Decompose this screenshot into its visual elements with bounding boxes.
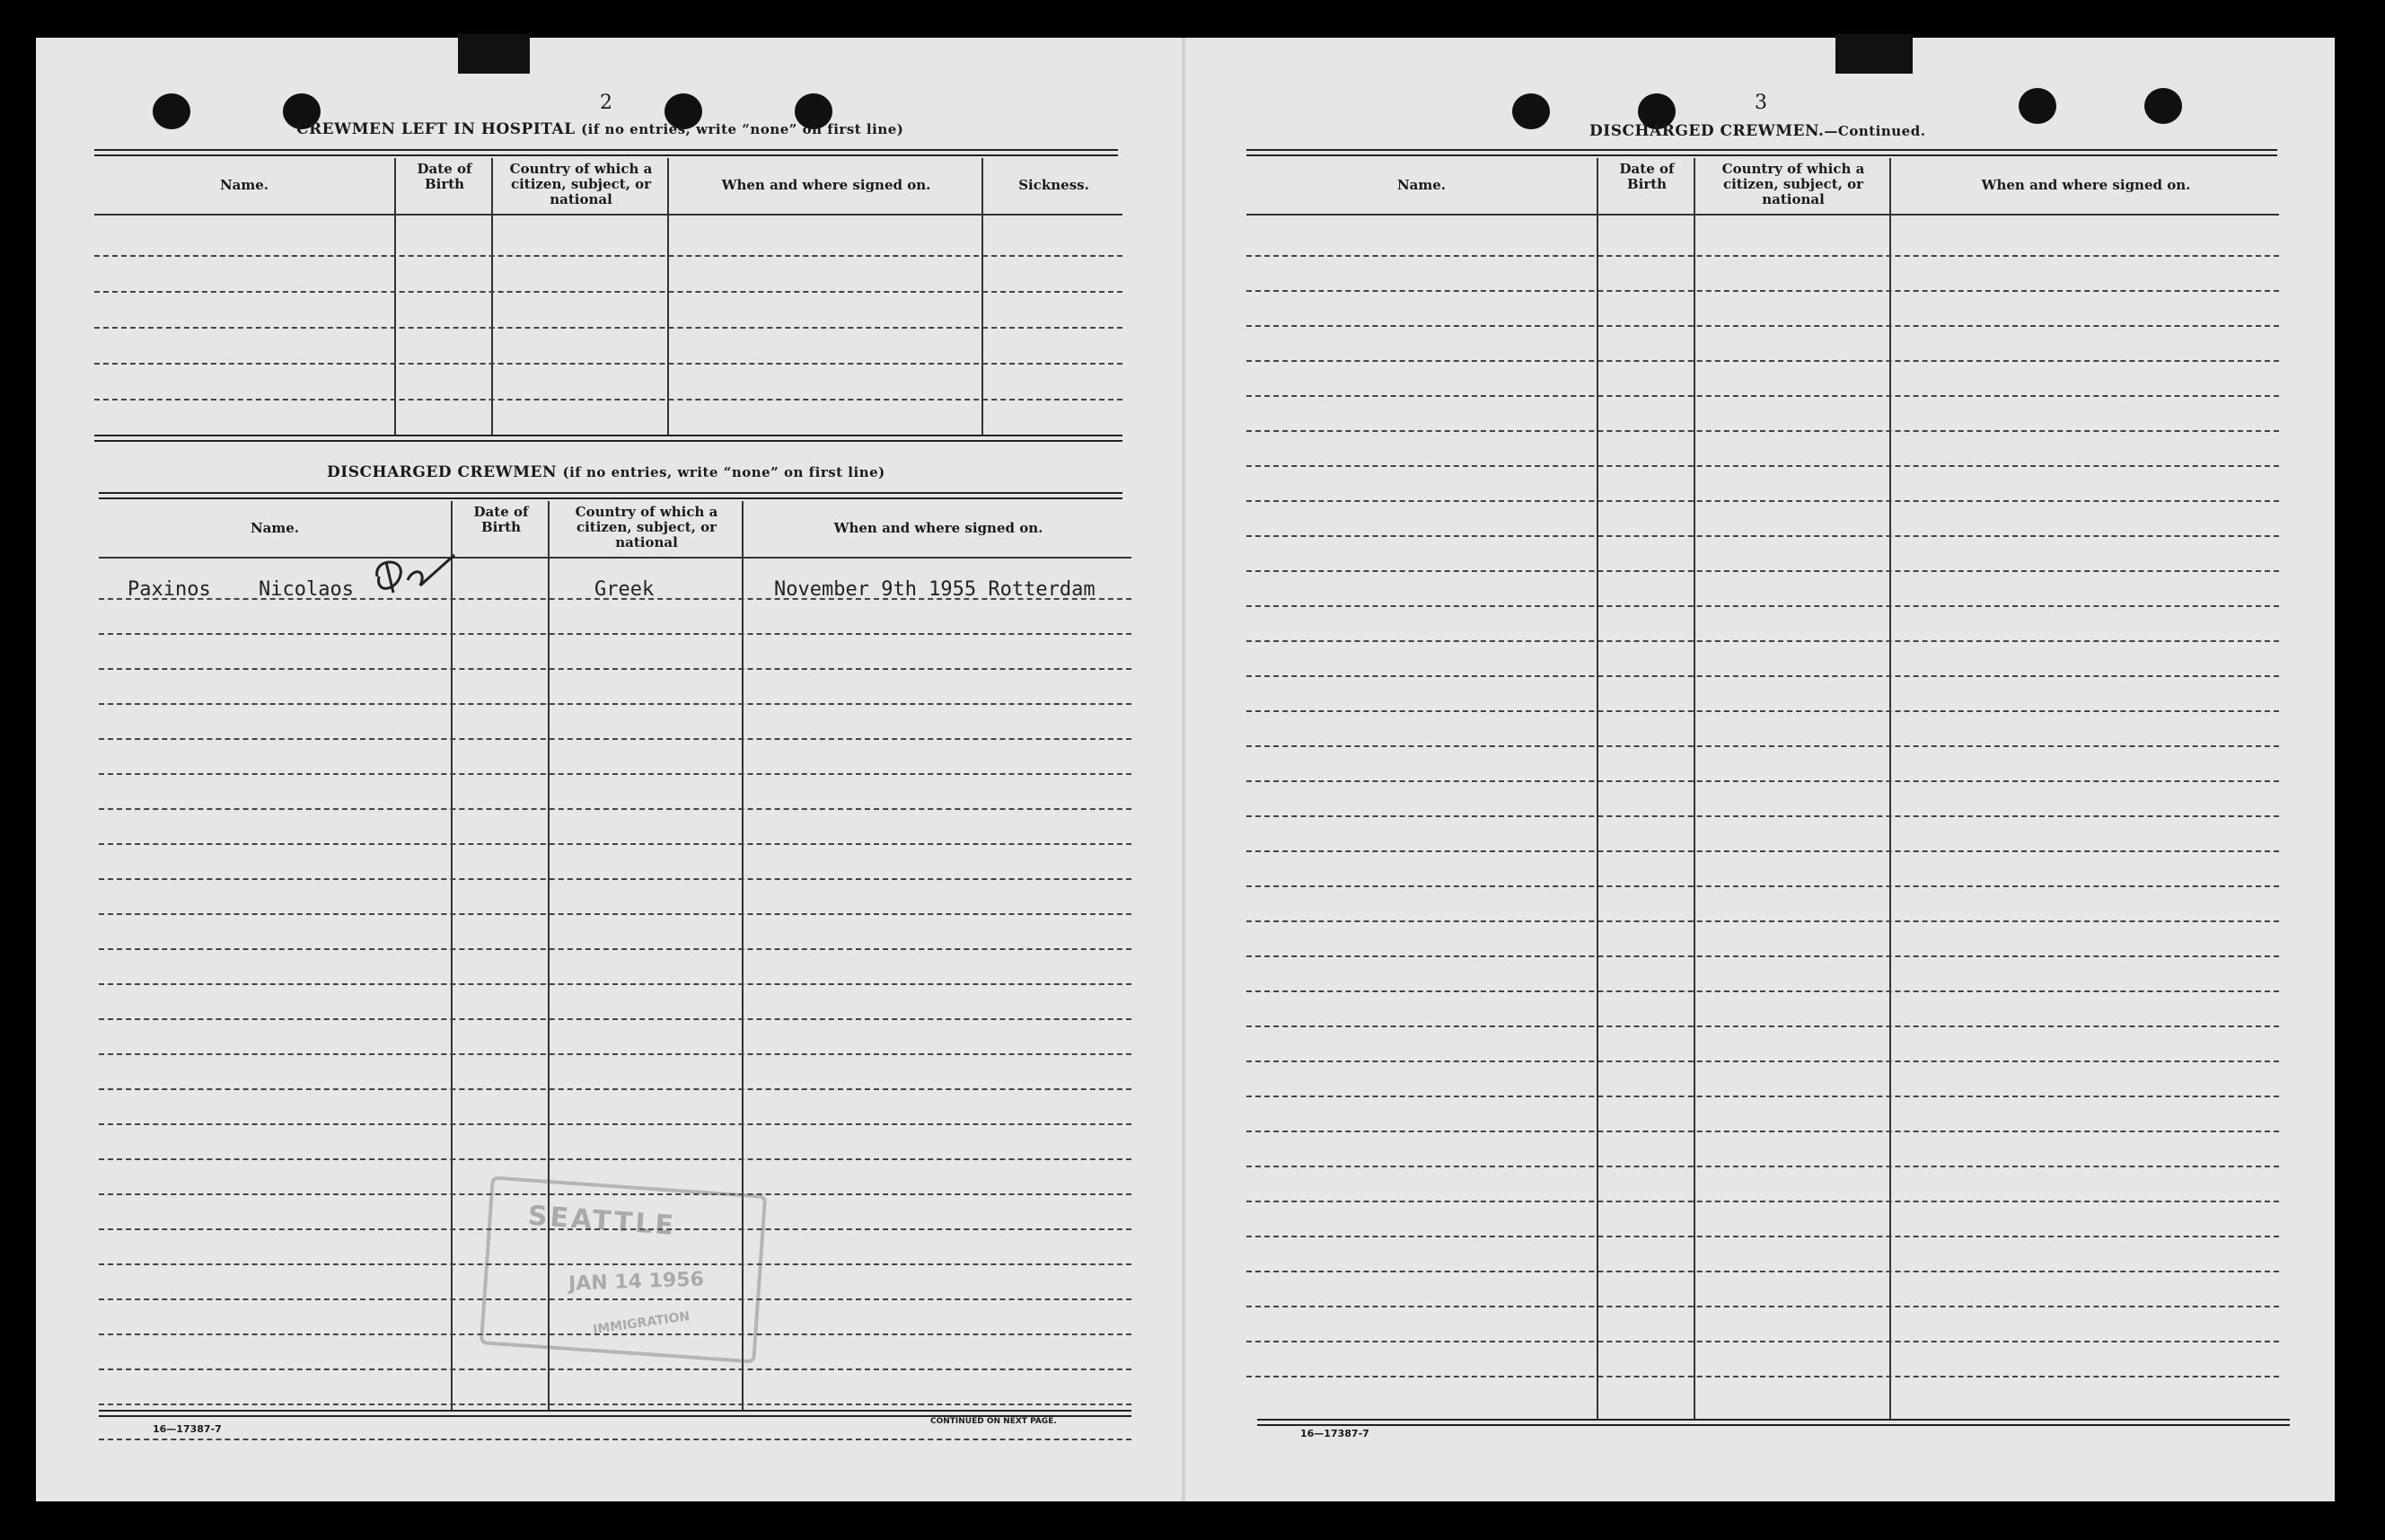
- discharged-top-rule: [99, 492, 1122, 494]
- right-title-suffix: —Continued.: [1824, 123, 1926, 139]
- row-line: [1246, 815, 2279, 817]
- row-line: [1246, 1201, 2279, 1202]
- hospital-title-text: CREWMEN LEFT IN HOSPITAL: [296, 120, 576, 138]
- row-line: [1246, 850, 2279, 852]
- row-line: [99, 1088, 1131, 1090]
- entry-surname: Paxinos: [128, 578, 211, 601]
- hospital-row-line: [94, 291, 1122, 293]
- discharged-col-header: Country of which a citizen, subject, or national: [575, 504, 718, 550]
- binder-tab-icon: [458, 34, 530, 74]
- row-line: [1246, 1060, 2279, 1062]
- hospital-header-rule: [94, 214, 1122, 216]
- page-fold: [1182, 38, 1185, 1501]
- right-header-rule: [1246, 214, 2279, 216]
- hospital-row-line: [94, 327, 1122, 329]
- row-line: [99, 703, 1131, 705]
- form-number-left: 16—17387-7: [153, 1423, 222, 1435]
- right-col-name: [1246, 158, 1597, 1419]
- row-line: [1246, 955, 2279, 957]
- row-line: [1246, 570, 2279, 572]
- discharged-title-text: DISCHARGED CREWMEN: [327, 463, 558, 481]
- right-col-signed: [1889, 158, 2281, 1419]
- row-line: [99, 738, 1131, 740]
- discharged-col-signed: [742, 501, 1133, 1410]
- row-line: [1246, 1236, 2279, 1237]
- row-line: [99, 948, 1131, 950]
- right-bottom-rule-2: [1257, 1424, 2290, 1426]
- right-table: [1246, 158, 2279, 1419]
- row-line: [1246, 465, 2279, 467]
- right-top-rule: [1246, 149, 2277, 151]
- punch-hole-icon: [1512, 93, 1550, 129]
- entry-given-name: Nicolaos: [259, 578, 354, 601]
- row-line: [99, 633, 1131, 635]
- hospital-col-header: When and where signed on.: [721, 177, 931, 193]
- right-col-header: Country of which a citizen, subject, or national: [1721, 161, 1865, 207]
- row-line: [1246, 325, 2279, 327]
- stamp-text-bottom: IMMIGRATION: [592, 1309, 691, 1338]
- row-line: [1246, 1341, 2279, 1342]
- discharged-top-rule-2: [99, 497, 1122, 499]
- continued-note: CONTINUED ON NEXT PAGE.: [930, 1417, 1057, 1426]
- row-line: [99, 1439, 1131, 1440]
- handwritten-initials-icon: [368, 550, 467, 603]
- discharged-col-name: [99, 501, 451, 1410]
- hospital-top-rule: [94, 149, 1118, 151]
- hospital-col-name: [94, 158, 394, 435]
- row-line: [1246, 290, 2279, 292]
- punch-hole-icon: [153, 93, 190, 129]
- discharged-header-rule: [99, 557, 1131, 559]
- row-line: [99, 878, 1131, 880]
- hospital-table: [94, 158, 1122, 435]
- form-number-right: 16—17387-7: [1300, 1428, 1369, 1439]
- hospital-instruction: (if no entries, write “none” on first line): [581, 121, 904, 137]
- row-line: [99, 1158, 1131, 1160]
- row-line: [1246, 360, 2279, 362]
- row-line: [1246, 255, 2279, 257]
- row-line: [99, 1053, 1131, 1055]
- row-line: [1246, 1376, 2279, 1377]
- right-section-title: [1589, 122, 1925, 140]
- row-line: [99, 983, 1131, 985]
- row-line: [99, 1368, 1131, 1370]
- right-col-header: Date of Birth: [1619, 161, 1675, 192]
- row-line: [1246, 430, 2279, 432]
- row-line: [1246, 885, 2279, 887]
- right-bottom-rule: [1257, 1419, 2290, 1421]
- right-col-header: When and where signed on.: [1981, 177, 2191, 193]
- punch-hole-icon: [2019, 88, 2056, 124]
- row-line: [99, 1404, 1131, 1405]
- discharged-col-header: Date of Birth: [473, 504, 529, 535]
- hospital-row-line: [94, 363, 1122, 365]
- right-col-header: Name.: [1396, 177, 1447, 193]
- hospital-col-header: Sickness.: [1018, 177, 1089, 193]
- hospital-col-country: [491, 158, 669, 435]
- right-top-rule-2: [1246, 154, 2277, 156]
- row-line: [1246, 990, 2279, 992]
- row-line: [99, 808, 1131, 810]
- hospital-row-line: [94, 255, 1122, 257]
- row-line: [1246, 710, 2279, 712]
- hospital-col-dob: [394, 158, 493, 435]
- customs-stamp-icon: [480, 1175, 767, 1363]
- hospital-top-rule-2: [94, 154, 1118, 156]
- discharged-bottom-rule: [99, 1410, 1131, 1412]
- row-line: [1246, 500, 2279, 502]
- row-line: [1246, 1166, 2279, 1167]
- hospital-row-line: [94, 399, 1122, 400]
- row-line: [1246, 605, 2279, 607]
- row-line: [1246, 535, 2279, 537]
- right-title-text: DISCHARGED CREWMEN.: [1589, 122, 1825, 140]
- discharged-section-title: [327, 463, 885, 481]
- row-line: [99, 668, 1131, 670]
- row-line: [99, 843, 1131, 845]
- hospital-col-header: Date of Birth: [417, 161, 472, 192]
- right-col-dob: [1597, 158, 1695, 1419]
- row-line: [99, 1018, 1131, 1020]
- hospital-col-sickness: [981, 158, 1124, 435]
- row-line: [1246, 1271, 2279, 1272]
- row-line: [1246, 1131, 2279, 1132]
- hospital-col-header: Name.: [219, 177, 269, 193]
- discharged-col-header: Name.: [250, 520, 300, 536]
- page-number-left: 2: [600, 92, 612, 114]
- hospital-col-header: Country of which a citizen, subject, or national: [509, 161, 653, 207]
- row-line: [1246, 1306, 2279, 1307]
- row-line: [1246, 675, 2279, 677]
- hospital-bottom-rule: [94, 435, 1122, 436]
- row-line: [99, 913, 1131, 915]
- hospital-col-signed: [667, 158, 983, 435]
- stamp-text-mid: JAN 14 1956: [568, 1268, 705, 1296]
- entry-country: Greek: [594, 578, 655, 601]
- entry-signed-on: November 9th 1955 Rotterdam: [774, 578, 1096, 601]
- right-col-country: [1694, 158, 1891, 1419]
- stamp-text-top: SEATTLE: [526, 1200, 677, 1242]
- row-line: [1246, 1025, 2279, 1027]
- binder-tab-icon: [1835, 34, 1913, 74]
- punch-hole-icon: [2144, 88, 2182, 124]
- hospital-section-title: [296, 120, 903, 138]
- hospital-bottom-rule-2: [94, 440, 1122, 442]
- row-line: [99, 773, 1131, 775]
- row-line: [1246, 1096, 2279, 1097]
- page-number-right: 3: [1755, 92, 1767, 114]
- row-line: [1246, 780, 2279, 782]
- discharged-instruction: (if no entries, write “none” on first line): [562, 464, 885, 480]
- discharged-col-header: When and where signed on.: [833, 520, 1043, 536]
- row-line: [1246, 920, 2279, 922]
- row-line: [1246, 395, 2279, 397]
- row-line: [1246, 745, 2279, 747]
- row-line: [1246, 640, 2279, 642]
- row-line: [99, 1123, 1131, 1125]
